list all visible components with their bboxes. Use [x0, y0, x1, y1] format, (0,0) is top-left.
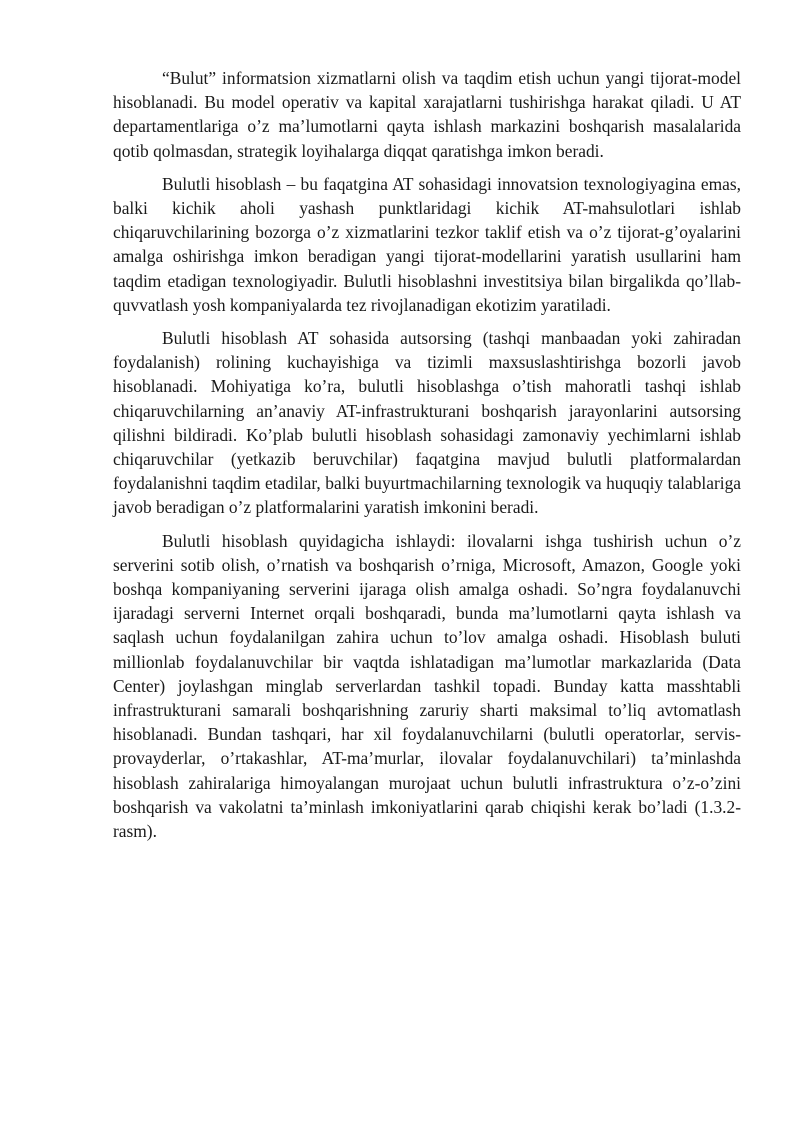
document-page — [113, 66, 741, 852]
paragraph-outsourcing: Bulutli hisoblash AT sohasida autsorsing (tashqi manbaadan yoki zahiradan foydalanish) rolining kuchayishiga va tizimli maxsuslashtirishga bozorli javob hisoblanadi. Mohiyatiga ko’ra, bulutli hisoblashga o’tish mahoratli tashqi ishlab chiqaruvchilarning an’anaviy AT-infrastrukturani boshqarish jarayonlarini autsorsing qilishni bildiradi. Ko’plab bulutli hisoblash sohasidagi zamonaviy yechimlarni ishlab chiqaruvchilar (yetkazib beruvchilar) faqatgina mavjud bulutli platformalardan foydalanishni taqdim etadilar, balki buyurtmachilarning texnologik va huquqiy talablariga javob beradigan o’z platformalarini yaratish imkonini beradi. — [113, 328, 741, 518]
paragraph-cloud-innovation: Bulutli hisoblash – bu faqatgina AT sohasidagi innovatsion texnologiyagina emas, balki kichik aholi yashash punktlaridagi kichik AT-mahsulotlari ishlab chiqaruvchilarining bozorga o’z xizmatlarini tezkor taklif etish va o’z tijorat-g’oyalarini amalga oshirishga imkon beradigan yangi tijorat-modellarini yaratish usullarini ham taqdim etadigan texnologiyadir. Bulutli hisoblashni investitsiya bilan birgalikda qo’llab-quvvatlash yosh kompaniyalarda tez rivojlanadigan ekotizim yaratiladi. — [113, 173, 741, 315]
paragraph-how-cloud-works: Bulutli hisoblash quyidagicha ishlaydi: ilovalarni ishga tushirish uchun o’z serverini sotib olish, o’rnatish va boshqarish o’rniga, Microsoft, Amazon, Google yoki boshqa kompaniyaning serverini ijaraga olish amalga oshadi. So’ngra foydalanuvchi ijaradagi serverni Internet orqali boshqaradi, bunda ma’lumotlarni qayta ishlash va saqlash uchun foydalanilgan zahira uchun to’lov amalga oshadi. Hisoblash buluti millionlab foydalanuvchilar bir vaqtda ishlatadigan ma’lumotlar markazlarida (Data Center) joylashgan minglab serverlardan tashkil topadi. Bunday katta masshtabli infrastrukturani samarali boshqarishning zaruriy sharti maksimal to’liq avtomatlash hisoblanadi. Bundan tashqari, har xil foydalanuvchilarni (bulutli operatorlar, servis-provayderlar, o’rtakashlar, AT-ma’murlar, ilovalar foydalanuvchilari) ta’minlashda hisoblash zahiralariga himoyalangan murojaat uchun bulutli infrastruktura o’z-o’zini boshqarish va vakolatni ta’minlash imkoniyatlarini qarab chiqishi kerak bo’ladi (1.3.2-rasm). — [113, 530, 741, 842]
paragraph-cloud-service-model: “Bulut” informatsion xizmatlarni olish va taqdim etish uchun yangi tijorat-model hisoblanadi. Bu model operativ va kapital xarajatlarni tushirishga harakat qiladi. U AT departamentlariga o’z ma’lumotlarni qayta ishlash markazini boshqarish masalalarida qotib qolmasdan, strategik loyihalarga diqqat qaratishga imkon beradi. — [113, 68, 741, 161]
